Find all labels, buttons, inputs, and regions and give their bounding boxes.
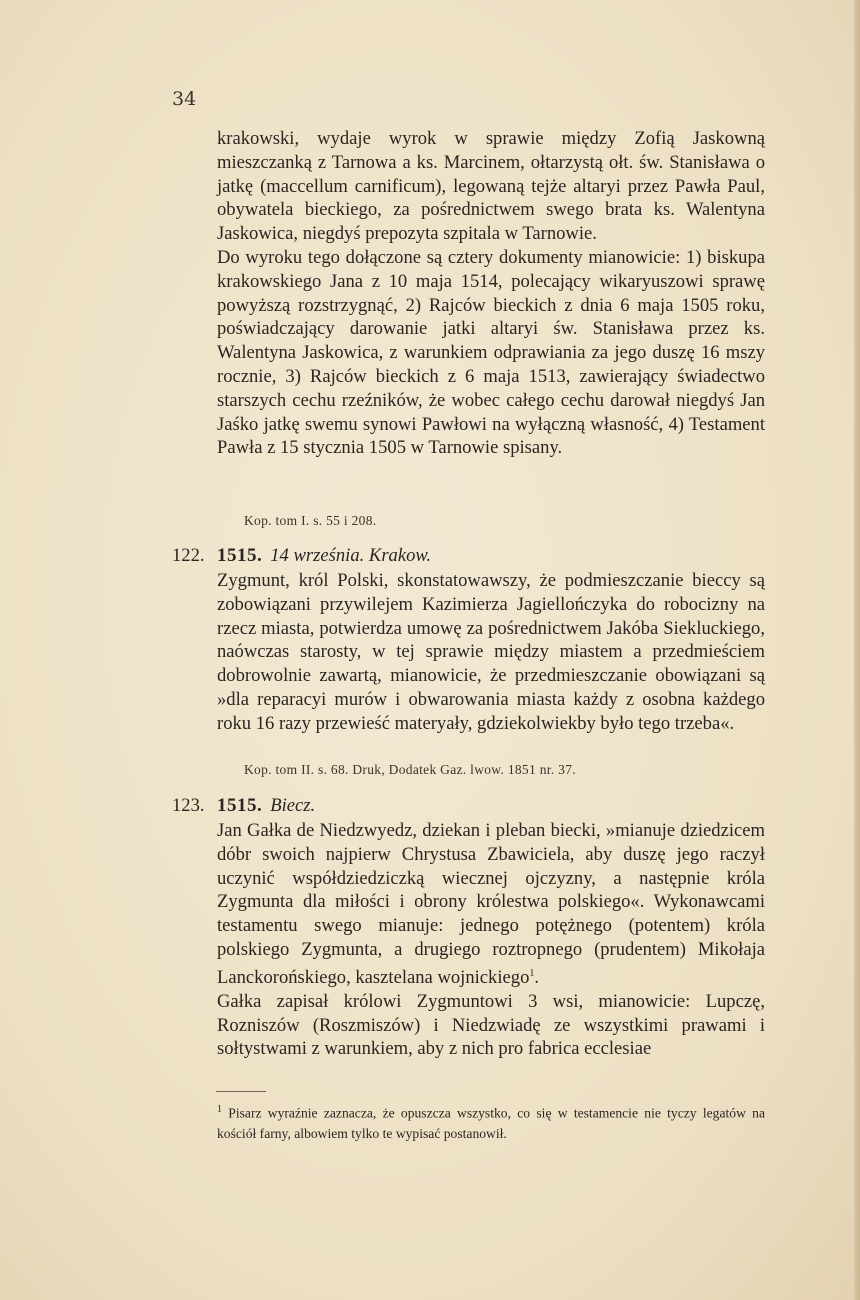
paragraph: krakowski, wydaje wyrok w sprawie między Zofią Jaskowną mieszczanką z Tarnowa a ks. Marcinem, ołtarzystą ołt. św. Stanisława o jatkę (maccellum carnificum), legowaną tejże altaryi przez Pawła Paul, obywatela bieckiego, za pośrednictwem swego brata ks. Walentyna Jaskowica, niegdyś prepozyta szpitala w Tarnowie. (217, 128, 765, 245)
paragraph (217, 819, 765, 990)
paragraph: Do wyroku tego dołączone są cztery dokumenty mianowicie: 1) biskupa krakowskiego Jana z 10 maja 1514, polecający wikaryuszowi sprawę powyższą rozstrzygnąć, 2) Rajców bieckich z dnia 6 maja 1505 roku, poświadczający darowanie jatki altaryi św. Stanisława przez ks. Walentyna Jaskowica, z warunkiem odprawiania za jego duszę 16 mszy rocznie, 3) Rajców bieckich z 6 maja 1513, zawierający świadectwo starszych cechu rzeźników, że wobec całego cechu darował niegdyś Jan Jaśko jatkę swemu synowi Pawłowi na wyłączną własność, 4) Testament Pawła z 15 stycznia 1505 w Tarnowie spisany. (217, 246, 765, 459)
paragraph: Gałka zapisał królowi Zygmuntowi 3 wsi, mianowicie: Lupczę, Rozniszów (Roszmiszów) i Niedzwiadę ze wszystkimi prawami i sołtystwami z warunkiem, aby z nich pro fabrica ecclesiae (217, 990, 765, 1060)
paragraph: Zygmunt, król Polski, skonstatowawszy, że podmieszczanie bieccy są zobowiązani przywilejem Kazimierza Jagiellończyka do robocizny na rzecz miasta, potwierdza umowę za pośrednictwem Jakóba Siekluckiego, naówczas starosty, w tej sprawie między miastem a przedmieściem dobrowolnie zawartą, mianowicie, że przedmieszczanie obowiązani są »dla reparacyi murów i obwarowania miasta każdy z osobna każdego roku 16 razy przewieść materyały, gdziekolwiekby było tego trzeba«. (217, 570, 765, 734)
entry-year: 1515. (217, 545, 263, 566)
entry-date-place: 14 września. Krakow. (270, 545, 432, 566)
entry-year: 1515. (217, 795, 263, 816)
footnote-mark: 1 (217, 1104, 222, 1115)
paragraph-text: Jan Gałka de Niedzwyedz, dziekan i pleban biecki, »mianuje dziedzicem dóbr swoich najpierw Chrystusa Zbawiciela, aby duszę jego raczył uczynić współdziedziczką wiecznej ojczyzny, a następnie króla Zygmunta dla miłości i obrony królestwa polskiego«. Wykonawcami testamentu swego mianuje: jednego potężnego (potentem) króla polskiego Zygmunta, a drugiego roztropnego (prudentem) Mikołaja Lanckorońskiego, kasztelana wojnickiego (217, 820, 765, 988)
page-number: 34 (172, 88, 197, 110)
paragraph-end: . (534, 966, 540, 988)
entry-number: 122. (172, 545, 205, 566)
entry-number: 123. (172, 795, 205, 816)
footnote (217, 1100, 765, 1144)
entry-heading (172, 545, 431, 567)
entry-122-text (217, 569, 765, 736)
citation: Kop. tom II. s. 68. Druk, Dodatek Gaz. lwow. 1851 nr. 37. (244, 762, 576, 777)
page-edge (854, 0, 860, 1300)
entry-121-continuation (217, 127, 765, 460)
footnote-reference: 1 (529, 967, 535, 979)
footnote-divider (216, 1091, 266, 1092)
entry-123-text (217, 819, 765, 1061)
footnote-text: Pisarz wyraźnie zaznacza, że opuszcza wszystko, co się w testamencie nie tyczy legatów na kościół farny, albowiem tylko te wypisać postanowił. (217, 1105, 765, 1141)
entry-heading (172, 795, 315, 817)
citation: Kop. tom I. s. 55 i 208. (244, 513, 377, 528)
entry-date-place: Biecz. (270, 795, 316, 816)
